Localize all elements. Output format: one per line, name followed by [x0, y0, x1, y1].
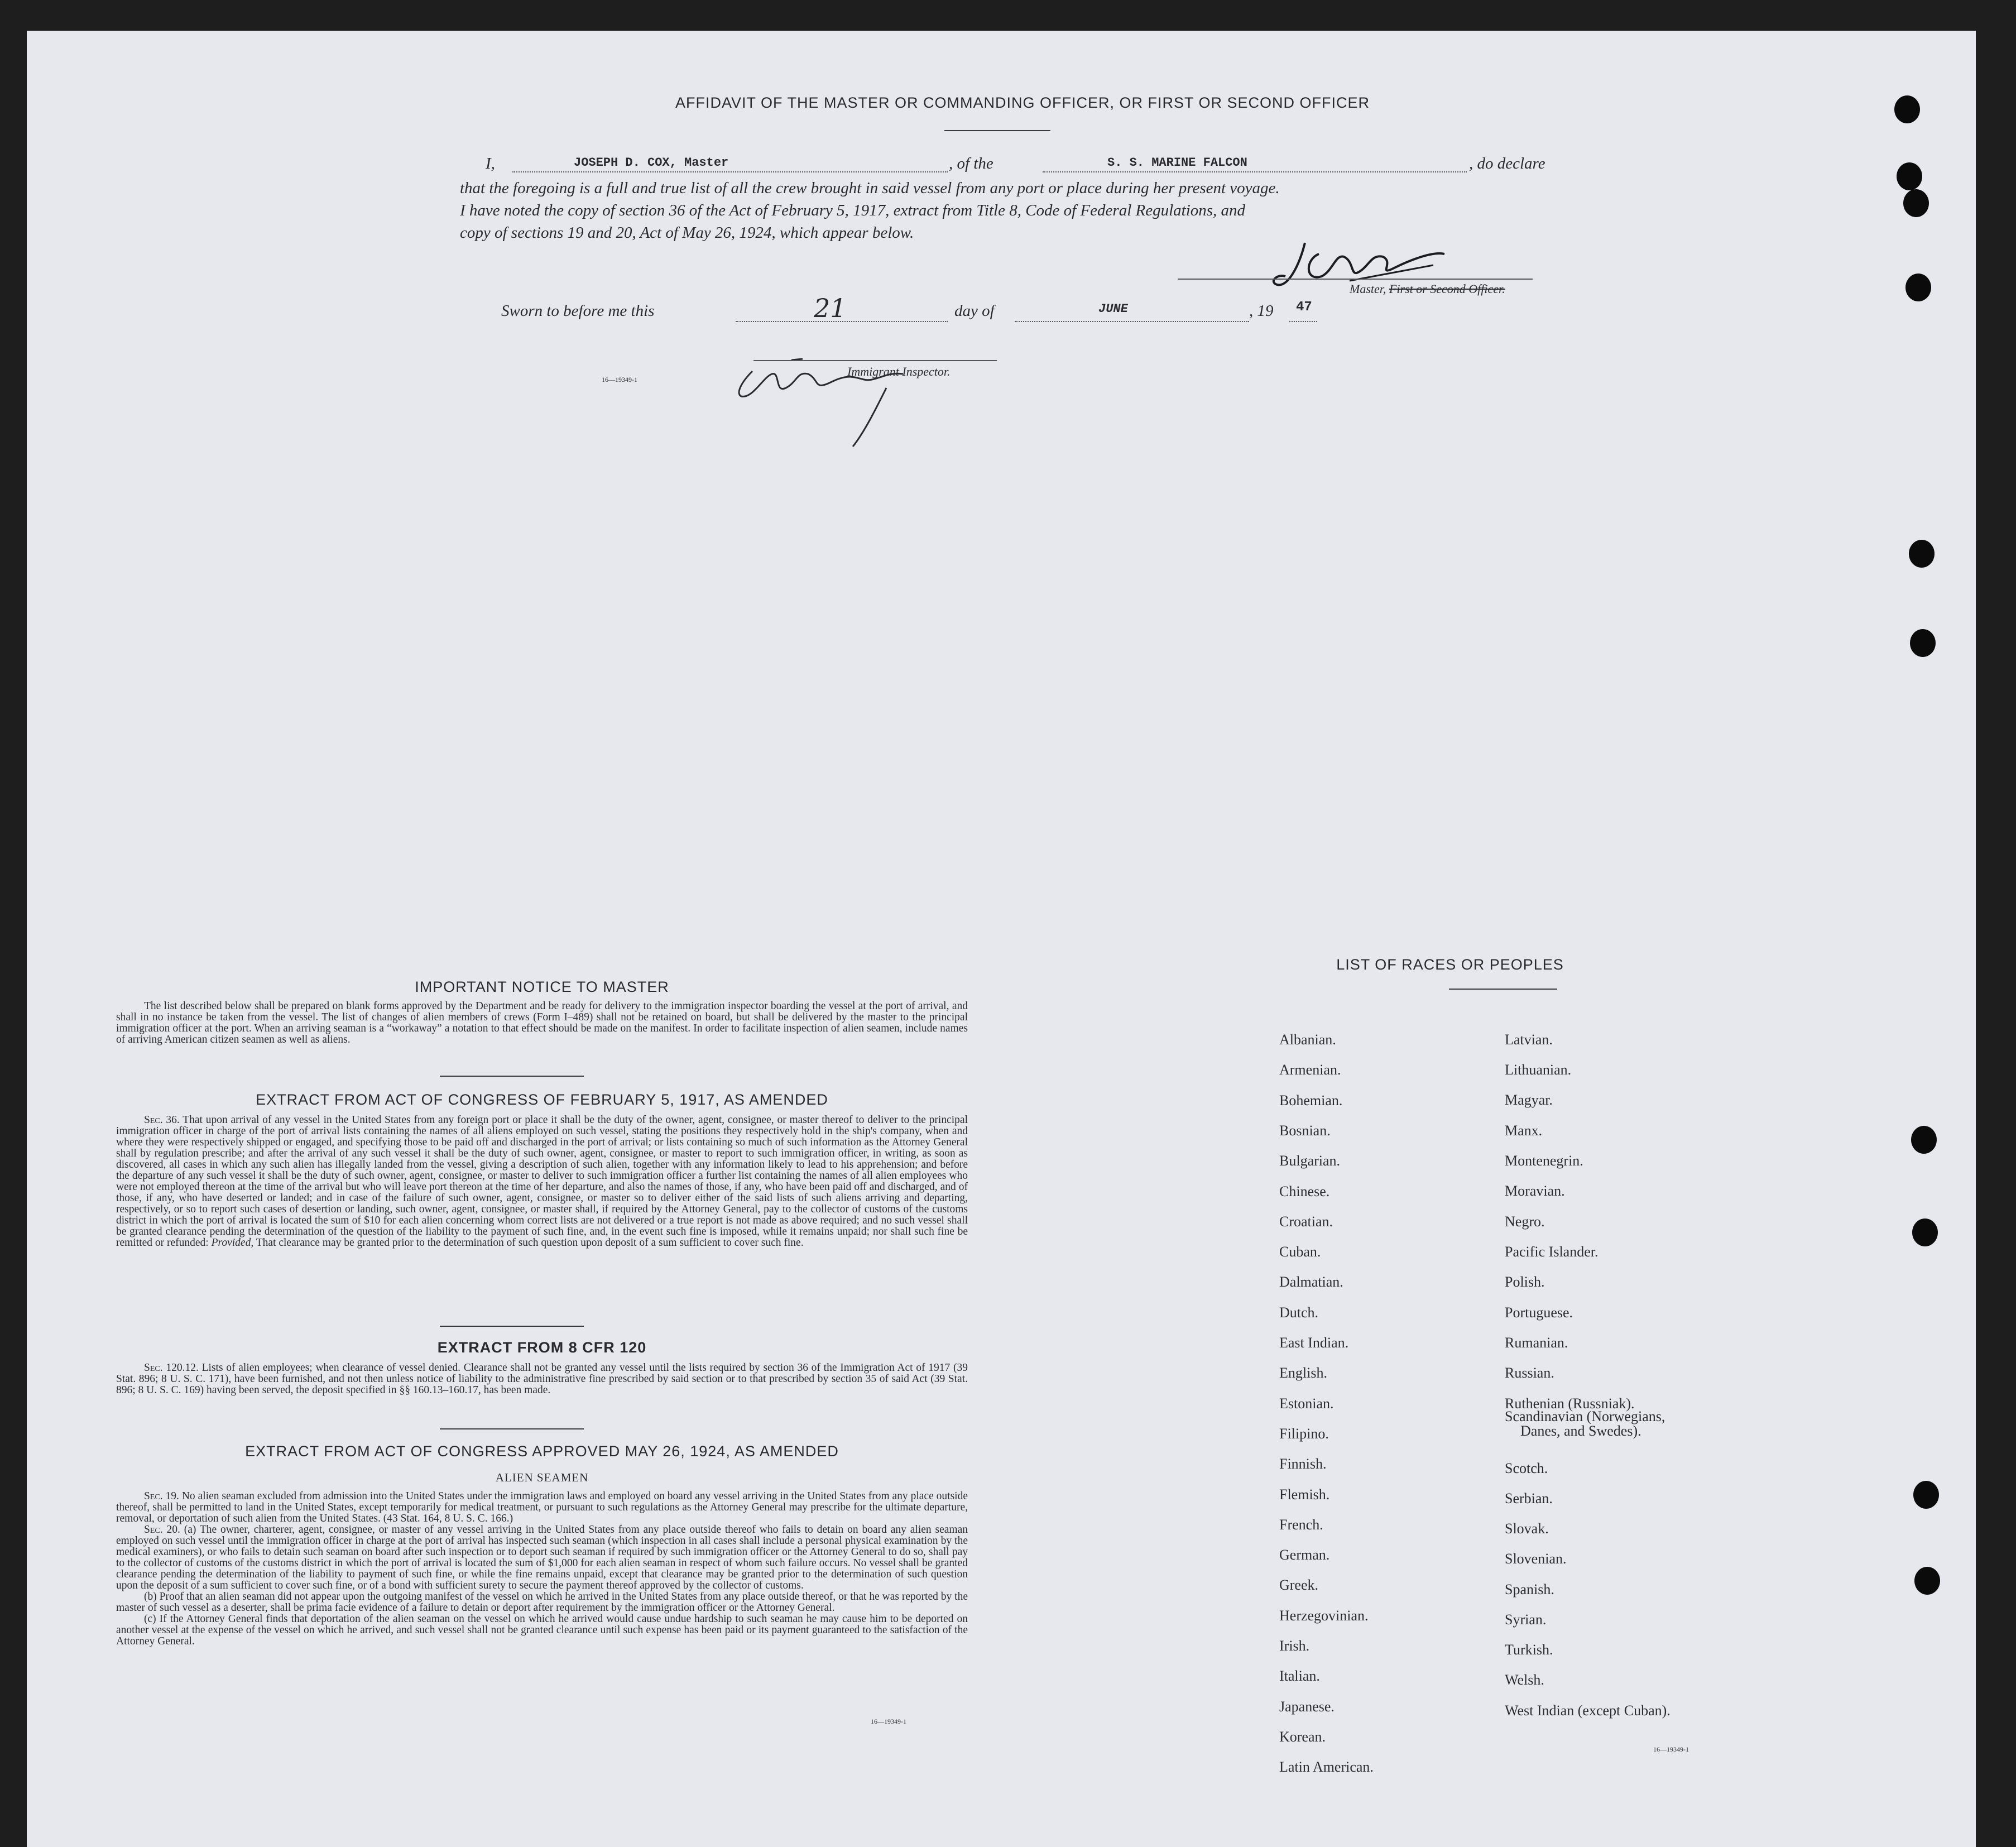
- punch-hole: [1910, 629, 1936, 657]
- race-item: Turkish.: [1505, 1642, 1553, 1658]
- sec-120-label: Sec. 120.12.: [144, 1362, 199, 1374]
- sec-20-label: Sec. 20.: [144, 1524, 180, 1536]
- race-item: Latvian.: [1505, 1032, 1553, 1048]
- inspector-caption: Immigrant Inspector.: [847, 364, 951, 378]
- notice-body: [116, 1001, 968, 1045]
- extract-1924-title: EXTRACT FROM ACT OF CONGRESS APPROVED MAY 26, 1924, AS AMENDED: [245, 1443, 839, 1460]
- sec-19-label: Sec. 19.: [144, 1490, 179, 1502]
- extract-1924-body: [116, 1491, 968, 1647]
- race-item: English.: [1279, 1365, 1327, 1381]
- race-item: Korean.: [1279, 1728, 1326, 1745]
- notice-text: The list described below shall be prepared on blank forms approved by the Department and be ready for delivery to the immigration inspector boarding the vessel at the port of arrival, and shall in no instance be taken from the vessel. The list of changes of alien members of crews (Form I–489) shall not be retained on board, but shall be delivered by the master to the principal immigration officer at the port. When an arriving seaman is a “workaway” a notation to that effect should be made on the manifest. In order to facilitate inspection of alien seamen, include names of arriving American citizen seamen as well as aliens.: [116, 1000, 968, 1045]
- race-item: Rumanian.: [1505, 1335, 1568, 1351]
- extract-1917-body: [116, 1115, 968, 1249]
- form-sheet: [27, 31, 1976, 1847]
- month-field: [1015, 304, 1249, 322]
- race-item: Serbian.: [1505, 1490, 1553, 1507]
- race-item: Chinese.: [1279, 1183, 1330, 1200]
- punch-hole: [1903, 189, 1929, 217]
- affidavit-i-label: I,: [486, 155, 495, 172]
- race-item: Ruthenian (Russniak).: [1505, 1395, 1635, 1412]
- divider: [440, 1076, 584, 1077]
- race-item: Dalmatian.: [1279, 1274, 1343, 1290]
- punch-hole: [1911, 1126, 1937, 1154]
- race-item: Portuguese.: [1505, 1304, 1573, 1321]
- divider: [440, 1326, 584, 1327]
- race-item: Croatian.: [1279, 1213, 1333, 1230]
- race-item: Irish.: [1279, 1638, 1310, 1654]
- race-item: Magyar.: [1505, 1092, 1553, 1108]
- affidavit-line-3: I have noted the copy of section 36 of the Act of February 5, 1917, extract from Title 8, Code of Federal Regulations, and: [460, 202, 1246, 219]
- race-item: Welsh.: [1505, 1672, 1544, 1688]
- race-item: Spanish.: [1505, 1581, 1554, 1597]
- extract-form-number: 16—19349-1: [871, 1718, 906, 1725]
- race-item: Slovak.: [1505, 1520, 1549, 1537]
- month-value: JUNE: [1098, 302, 1128, 316]
- punch-hole: [1913, 1481, 1939, 1509]
- race-item: Russian.: [1505, 1365, 1554, 1381]
- race-item: Syrian.: [1505, 1611, 1547, 1628]
- affidavit-line-2: that the foregoing is a full and true list of all the crew brought in said vessel from any port or place during her present voyage.: [460, 179, 1280, 197]
- race-item: Scotch.: [1505, 1460, 1548, 1476]
- race-item: Herzegovinian.: [1279, 1607, 1369, 1624]
- race-item: Cuban.: [1279, 1244, 1321, 1260]
- do-declare-label: , do declare: [1469, 155, 1545, 172]
- race-item: Lithuanian.: [1505, 1062, 1572, 1078]
- affidavit-line-4: copy of sections 19 and 20, Act of May 26, 1924, which appear below.: [460, 224, 914, 242]
- sec-36-text-end: That clearance may be granted prior to the determination of such question upon deposit of a sum sufficient to cover such fine.: [256, 1237, 804, 1249]
- divider: [1449, 989, 1557, 990]
- sworn-row: [501, 293, 1338, 324]
- inspector-signature-line: [753, 360, 997, 361]
- race-item: French.: [1279, 1516, 1323, 1533]
- year-value: 47: [1296, 300, 1312, 315]
- sec-19-text: No alien seaman excluded from admission into the United States under the immigration laws and employed on board any vessel arriving in the United States from any place outside thereof, shall be permitted to land in the United States, except temporarily for medical treatment, or pursuant to such regulations as the Attorney General may prescribe for the ultimate departure, removal, or deportation of such alien from the United States. (43 Stat. 164, 8 U. S. C. 166.): [116, 1490, 968, 1524]
- of-the-label: , of the: [949, 155, 993, 172]
- extract-cfr-title: EXTRACT FROM 8 CFR 120: [437, 1339, 647, 1356]
- day-of-label: day of: [954, 302, 995, 320]
- punch-hole: [1905, 274, 1931, 301]
- sec-36-label: Sec. 36.: [144, 1114, 180, 1126]
- sworn-label: Sworn to before me this: [501, 302, 655, 320]
- divider: [944, 130, 1050, 131]
- inspector-signature: [719, 327, 987, 449]
- master-caption-a: Master,: [1350, 282, 1389, 296]
- race-item: Manx.: [1505, 1122, 1543, 1139]
- race-item: Bohemian.: [1279, 1092, 1343, 1109]
- sec-120-text: Lists of alien employees; when clearance of vessel denied. Clearance shall not be granted any vessel until the lists required by section 36 of the Immigration Act of 1917 (39 Stat. 896; 8 U. S. C. 171), have been furnished, and not then unless notice of liability to the administrative fine prescribed by said section or to that prescribed by section 35 of said Act (39 Stat. 896; 8 U. S. C. 169) having been served, the deposit specified in §§ 160.13–160.17, has been made.: [116, 1362, 968, 1396]
- notice-title: IMPORTANT NOTICE TO MASTER: [415, 978, 669, 995]
- race-item: German.: [1279, 1547, 1330, 1563]
- race-item: Italian.: [1279, 1668, 1320, 1685]
- race-item: Filipino.: [1279, 1425, 1329, 1442]
- punch-hole: [1909, 540, 1935, 568]
- race-item: Dutch.: [1279, 1304, 1319, 1321]
- sec-20c-text: (c) If the Attorney General finds that deportation of the alien seaman on the vessel on which he arrived would cause undue hardship to such seaman he may cause him to be deported on another vessel at the expense of the vessel on which he arrived, and such vessel shall not be granted clearance until such expense has been paid or its payment guaranteed to the satisfaction of the Attorney General.: [116, 1613, 968, 1647]
- races-form-number: 16—19349-1: [1653, 1745, 1689, 1753]
- master-signature-line: [1178, 279, 1533, 280]
- race-item: Finnish.: [1279, 1456, 1327, 1472]
- race-item: Danes, and Swedes).: [1520, 1423, 1641, 1439]
- sec-20b-text: (b) Proof that an alien seaman did not appear upon the outgoing manifest of the vessel on which he arrived in the United States from any place outside thereof, or that he was reported by the master of such vessel as a deserter, shall be prima facie evidence of a failure to detain or deport after requirement by the immigration officer or the Attorney General.: [116, 1591, 968, 1614]
- punch-hole: [1914, 1567, 1940, 1595]
- race-item: Estonian.: [1279, 1395, 1334, 1412]
- race-item: Negro.: [1505, 1213, 1545, 1230]
- affidavit-line-1: [460, 155, 1565, 175]
- day-value: 21: [814, 293, 847, 323]
- race-item: Slovenian.: [1505, 1551, 1567, 1567]
- race-item: Pacific Islander.: [1505, 1244, 1599, 1260]
- punch-hole: [1912, 1218, 1938, 1246]
- provided-word: Provided,: [211, 1237, 254, 1249]
- affidavit-form-number: 16—19349-1: [602, 376, 637, 383]
- divider: [440, 1428, 584, 1429]
- master-caption-struck: First or Second Officer.: [1389, 282, 1505, 296]
- race-item: Polish.: [1505, 1274, 1545, 1290]
- race-item: Bulgarian.: [1279, 1153, 1341, 1169]
- extract-1917-title: EXTRACT FROM ACT OF CONGRESS OF FEBRUARY 5, 1917, AS AMENDED: [256, 1091, 828, 1108]
- race-item: East Indian.: [1279, 1335, 1349, 1351]
- extract-cfr-body: [116, 1363, 968, 1396]
- race-item: Armenian.: [1279, 1062, 1341, 1078]
- race-item: Scandinavian (Norwegians,: [1505, 1408, 1665, 1424]
- punch-hole: [1894, 95, 1920, 123]
- sec-36-text: That upon arrival of any vessel in the United States from any foreign port or place it shall be the duty of the owner, agent, consignee, or master thereof to deliver to the principal immigration officer in charge of the port of arrival lists containing the names of all aliens employed on such vessel, stating the positions they respectively hold in the ship's company, when and where they were respectively shipped or engaged, and specifying those to be paid off and discharged in the port of arrival; or lists containing so much of such information as the Attorney General shall by regulation prescribe; and after the arrival of any such vessel it shall be the duty of such owner, agent, consignee, or master to report to such immigration officer, in writing, as soon as discovered, all cases in which any such alien has illegally landed from the vessel, giving a description of such alien, together with any information likely to lead to his apprehension; and before the departure of any such vessel it shall be the duty of such owner, agent, consignee, or master to deliver to such immigration officer a further list containing the names of all alien employees who were not employed thereon at the time of the arrival but who will leave port thereon at the time of her departure, and also the names of those, if any, who have been paid off and discharged, and of those, if any, who have deserted or landed; and in case of the failure of such owner, agent, consignee, or master so to deliver either of the said lists of such aliens arriving and departing, respectively, or so to report such cases of desertion or landing, such owner, agent, consignee, or master shall, if required by the Attorney General, pay to the collector of customs of the customs district in which the port of arrival is located the sum of $10 for each alien concerning whom correct lists are not delivered or a true report is not made as above required; and no such vessel shall be granted clearance pending the determination of the question of the liability to the payment of such fine, and, in the event such fine is imposed, while it remains unpaid; nor shall such fine be remitted or refunded:: [116, 1114, 968, 1249]
- sec-20a-text: (a) The owner, charterer, agent, consignee, or master of any vessel arriving in the United States from any place outside thereof who fails to detain on board any alien seaman employed on such vessel until the immigration officer in charge at the port of arrival has inspected such seaman (which inspection in all cases shall include a personal physical examination by the medical examiners), or who fails to detain such seaman on board after such inspection or to deport such seaman if required by such immigration officer or the Attorney General to do so, shall pay to the collector of customs of the customs district in which the port of arrival is located the sum of $1,000 for each alien seaman in respect of whom such failure occurs. No vessel shall be granted clearance pending the determination of the liability to payment of such fine, or while the fine remains unpaid, except that clearance may be granted prior to the determination of such question upon the deposit of a sum sufficient to cover such fine, or of a bond with sufficient surety to secure the payment thereof approved by the collector of customs.: [116, 1524, 968, 1591]
- race-item: Greek.: [1279, 1577, 1319, 1594]
- master-caption: [1350, 282, 1505, 296]
- race-item: West Indian (except Cuban).: [1505, 1702, 1671, 1719]
- punch-hole: [1897, 162, 1922, 190]
- race-item: Bosnian.: [1279, 1122, 1331, 1139]
- race-item: Albanian.: [1279, 1032, 1336, 1048]
- race-item: Latin American.: [1279, 1759, 1374, 1776]
- year-prefix: , 19: [1249, 302, 1274, 320]
- race-item: Flemish.: [1279, 1486, 1330, 1503]
- race-item: Moravian.: [1505, 1183, 1565, 1199]
- alien-seamen-subtitle: ALIEN SEAMEN: [495, 1471, 589, 1484]
- vessel-name-field: S. S. MARINE FALCON: [1043, 156, 1467, 172]
- master-name-field: JOSEPH D. COX, Master: [512, 156, 948, 172]
- races-title: LIST OF RACES OR PEOPLES: [1336, 956, 1564, 973]
- race-item: Montenegrin.: [1505, 1153, 1583, 1169]
- race-item: Japanese.: [1279, 1698, 1335, 1715]
- affidavit-title: AFFIDAVIT OF THE MASTER OR COMMANDING OFFICER, OR FIRST OR SECOND OFFICER: [675, 94, 1370, 111]
